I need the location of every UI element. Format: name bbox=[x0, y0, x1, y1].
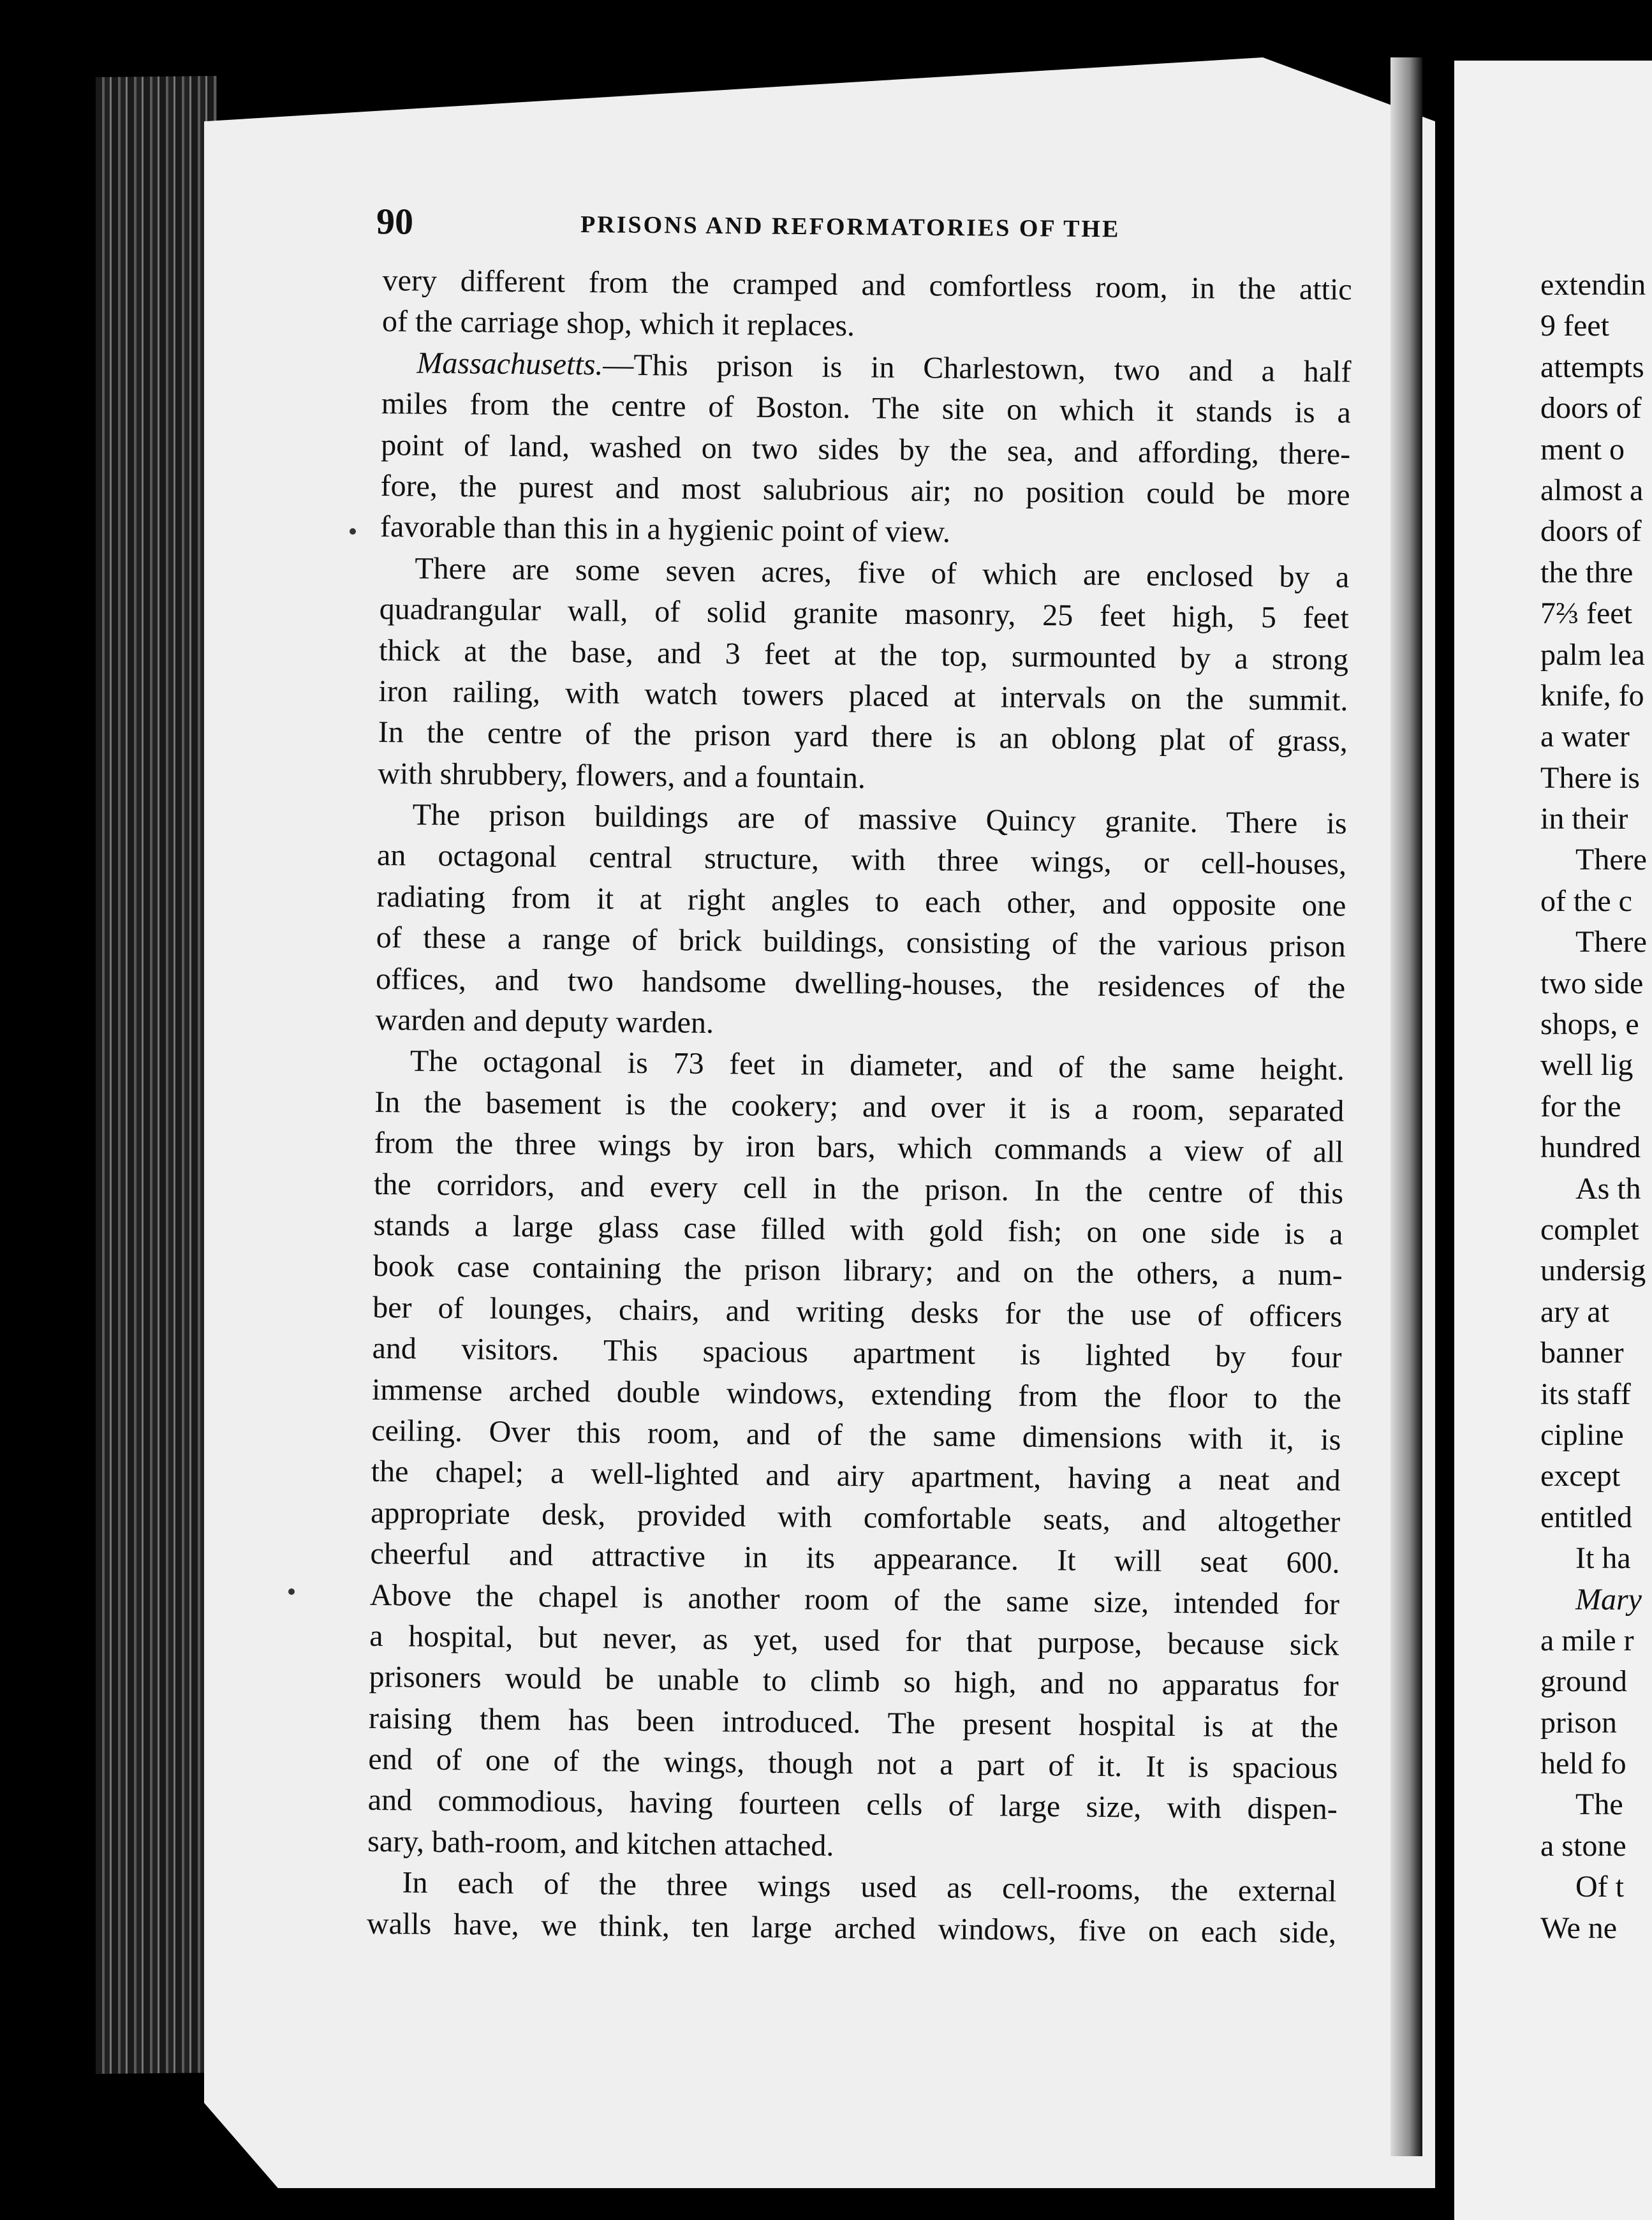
running-head-title: PRISONS AND REFORMATORIES OF THE bbox=[580, 211, 1121, 243]
text-line-content: walls have, we think, ten large arched windows, five on each side, bbox=[366, 1906, 1337, 1950]
text-line-fragment bbox=[1540, 840, 1652, 880]
text-line-content: warden and deputy warden. bbox=[375, 1002, 714, 1040]
text-line-content: Above the chapel is another room of the same size, intended for bbox=[369, 1578, 1340, 1621]
text-line-fragment-content: a stone bbox=[1540, 1828, 1626, 1863]
text-line-fragment bbox=[1540, 470, 1652, 511]
text-line-content: with shrubbery, flowers, and a fountain. bbox=[378, 756, 866, 795]
text-line-fragment bbox=[1540, 963, 1652, 1004]
text-line-fragment-content: 7⅔ feet bbox=[1540, 596, 1632, 631]
text-line-fragment-content: 9 feet bbox=[1540, 309, 1609, 343]
text-line-content: miles from the centre of Boston. The site on which it stands is a bbox=[381, 387, 1352, 430]
text-line-content: —This prison is in Charlestown, two and a half bbox=[603, 348, 1352, 389]
text-line-fragment-content: hundred bbox=[1540, 1130, 1641, 1165]
text-line-content: offices, and two handsome dwelling-houses, the residences of the bbox=[375, 961, 1346, 1005]
text-line-fragment bbox=[1540, 1250, 1652, 1291]
text-line-fragment bbox=[1540, 1333, 1652, 1373]
text-line-fragment-content: its staff bbox=[1540, 1377, 1631, 1411]
text-line-fragment bbox=[1540, 1908, 1652, 1949]
text-line-content: the corridors, and every cell in the prison. In the centre of this bbox=[373, 1167, 1344, 1211]
text-line-fragment bbox=[1540, 388, 1652, 429]
text-line-content: of these a range of brick buildings, consisting of the various prison bbox=[376, 921, 1346, 964]
text-line-content: ceiling. Over this room, and of the same dimensions with it, is bbox=[371, 1413, 1341, 1457]
text-line-content: There are some seven acres, five of which are enclosed by a bbox=[415, 551, 1350, 595]
text-line-content: favorable than this in a hygienic point of view. bbox=[380, 510, 951, 549]
text-line-fragment-content: almost a bbox=[1540, 473, 1644, 507]
text-line-fragment bbox=[1540, 1086, 1652, 1127]
text-line-fragment bbox=[1540, 1127, 1652, 1168]
text-line-content: and visitors. This spacious apartment is lighted by four bbox=[372, 1331, 1342, 1375]
text-line-fragment bbox=[1540, 1743, 1652, 1784]
text-line-fragment-content: doors of bbox=[1540, 391, 1642, 426]
text-line-fragment bbox=[1540, 511, 1652, 552]
text-line-content: The octagonal is 73 feet in diameter, and of the same height. bbox=[409, 1044, 1345, 1087]
text-line-fragment bbox=[1540, 1497, 1652, 1538]
text-line-fragment bbox=[1540, 799, 1652, 840]
text-line-content: and commodious, having fourteen cells of large size, with dispen- bbox=[367, 1783, 1338, 1826]
text-line-fragment bbox=[1540, 1456, 1652, 1497]
text-line-fragment-content: extendin bbox=[1540, 268, 1646, 302]
text-line-fragment bbox=[1540, 1169, 1652, 1210]
text-line-content: iron railing, with watch towers placed at intervals on the summit. bbox=[378, 674, 1348, 718]
text-line-fragment-content: doors of bbox=[1540, 514, 1642, 549]
text-line-fragment-content: ary at bbox=[1540, 1294, 1609, 1329]
text-line-content: point of land, washed on two sides by the sea, and affording, there- bbox=[380, 427, 1351, 471]
text-line-fragment bbox=[1540, 1826, 1652, 1867]
text-line-fragment bbox=[1540, 306, 1652, 346]
text-line-content: the chapel; a well-lighted and airy apartment, having a neat and bbox=[371, 1454, 1341, 1498]
text-line-content: sary, bath-room, and kitchen attached. bbox=[367, 1824, 834, 1863]
text-line-fragment bbox=[1540, 1538, 1652, 1579]
text-line-content: from the three wings by iron bars, which commands a view of all bbox=[374, 1126, 1344, 1169]
text-line-fragment-content: prison bbox=[1540, 1705, 1617, 1740]
text-line-fragment bbox=[1540, 1661, 1652, 1702]
text-line-content: fore, the purest and most salubrious air; no position could be more bbox=[380, 468, 1350, 512]
text-line-fragment bbox=[1540, 1210, 1652, 1250]
text-line-fragment bbox=[1540, 1784, 1652, 1825]
text-line-content: stands a large glass case filled with gold fish; on one side is a bbox=[373, 1208, 1343, 1252]
text-line-fragment bbox=[1540, 1292, 1652, 1333]
text-line-content: appropriate desk, provided with comfortable seats, and altogether bbox=[370, 1495, 1341, 1539]
text-line-fragment bbox=[1540, 922, 1652, 963]
text-line-content: prisoners would be unable to climb so high, and no apparatus for bbox=[369, 1660, 1339, 1703]
text-line-fragment bbox=[1540, 881, 1652, 922]
text-line-fragment-content: a mile r bbox=[1540, 1623, 1634, 1657]
text-line-fragment-content: held fo bbox=[1540, 1747, 1626, 1781]
text-line-content: raising them has been introduced. The present hospital is at the bbox=[368, 1701, 1339, 1745]
print-speck bbox=[288, 1588, 295, 1595]
text-line-fragment-content: complet bbox=[1540, 1212, 1639, 1247]
text-line-fragment-content: attempts bbox=[1540, 350, 1644, 384]
text-line-fragment-content: banner bbox=[1540, 1336, 1624, 1370]
text-line-fragment bbox=[1540, 1580, 1652, 1620]
text-line-fragment-content: ment o bbox=[1540, 432, 1625, 466]
text-line-fragment-content: There bbox=[1575, 843, 1647, 877]
text-line-fragment-content: except bbox=[1540, 1459, 1621, 1493]
text-line-fragment bbox=[1540, 1374, 1652, 1415]
text-line-fragment bbox=[1540, 1004, 1652, 1045]
text-line-fragment-content: The bbox=[1575, 1787, 1623, 1822]
text-line-content: immense arched double windows, extending from the floor to the bbox=[371, 1372, 1342, 1416]
text-line-content: book case containing the prison library; and on the others, a num- bbox=[372, 1249, 1343, 1292]
left-page-body bbox=[367, 260, 1352, 1953]
text-line-fragment-content: shops, e bbox=[1540, 1007, 1639, 1042]
text-line-fragment bbox=[1540, 347, 1652, 388]
text-line-fragment-content: As th bbox=[1575, 1171, 1641, 1206]
gutter-shadow bbox=[1390, 57, 1422, 2156]
text-line-fragment bbox=[1540, 676, 1652, 716]
text-line-fragment bbox=[1540, 1415, 1652, 1456]
text-line-content: In the centre of the prison yard there is an oblong plat of grass, bbox=[378, 715, 1348, 759]
text-line-content: The prison buildings are of massive Quincy granite. There is bbox=[412, 797, 1347, 841]
text-line-fragment bbox=[1540, 1045, 1652, 1086]
text-line-fragment bbox=[1540, 758, 1652, 799]
text-line-content: In each of the three wings used as cell-rooms, the external bbox=[402, 1865, 1337, 1909]
page-number: 90 bbox=[376, 200, 414, 242]
text-line-fragment bbox=[1540, 593, 1652, 634]
text-line-content: ber of lounges, chairs, and writing desks for the use of officers bbox=[372, 1290, 1343, 1334]
text-line-fragment-content: a water bbox=[1540, 720, 1630, 754]
right-page-body-fragment bbox=[1540, 265, 1652, 1949]
text-line-fragment bbox=[1540, 1703, 1652, 1743]
text-line-fragment-content: It ha bbox=[1575, 1541, 1631, 1576]
text-line-fragment-content: well lig bbox=[1540, 1048, 1634, 1083]
text-line-fragment-content: in their bbox=[1540, 802, 1628, 836]
text-line-content: radiating from it at right angles to each other, and opposite one bbox=[376, 879, 1346, 923]
text-line-fragment bbox=[1540, 429, 1652, 470]
book-spine-edge bbox=[96, 76, 217, 2074]
text-line-fragment bbox=[1540, 635, 1652, 676]
text-line-fragment bbox=[1540, 552, 1652, 593]
text-line-fragment-content: There is bbox=[1540, 760, 1640, 795]
text-line-content: an octagonal central structure, with three wings, or cell-houses, bbox=[376, 838, 1347, 882]
text-line-fragment-content: the thre bbox=[1540, 555, 1634, 589]
text-line-fragment-content: entitled bbox=[1540, 1500, 1632, 1534]
text-line-content: end of one of the wings, though not a part of it. It is spacious bbox=[368, 1742, 1338, 1786]
section-heading: Massachusetts. bbox=[417, 346, 603, 382]
text-line-fragment bbox=[1540, 1620, 1652, 1661]
text-line-content: a hospital, but never, as yet, used for that purpose, because sick bbox=[369, 1618, 1339, 1662]
text-line-fragment-content: Of t bbox=[1575, 1870, 1624, 1904]
text-line-content: quadrangular wall, of solid granite masonry, 25 feet high, 5 feet bbox=[379, 592, 1349, 635]
text-line-fragment-content: cipline bbox=[1540, 1417, 1624, 1452]
text-line-fragment-content: for the bbox=[1540, 1089, 1621, 1123]
running-head bbox=[376, 200, 1372, 260]
text-line-fragment bbox=[1540, 265, 1652, 306]
print-speck bbox=[350, 528, 356, 535]
text-line-fragment-content: palm lea bbox=[1540, 637, 1645, 672]
text-line-fragment-content: ground bbox=[1540, 1664, 1627, 1699]
text-line-fragment-content: knife, fo bbox=[1540, 678, 1644, 713]
text-line-content: of the carriage shop, which it replaces. bbox=[381, 304, 855, 343]
text-line-fragment bbox=[1540, 1867, 1652, 1907]
text-line-content: In the basement is the cookery; and over it is a room, separated bbox=[374, 1084, 1345, 1128]
text-line-fragment-content: undersig bbox=[1540, 1254, 1646, 1288]
text-line-fragment-content: We ne bbox=[1540, 1911, 1618, 1945]
text-line-fragment-content: There bbox=[1575, 925, 1647, 959]
text-line-content: very different from the cramped and comfortless room, in the attic bbox=[382, 263, 1352, 307]
text-line-fragment-content: two side bbox=[1540, 966, 1644, 1000]
text-line-fragment bbox=[1540, 716, 1652, 757]
section-heading-fragment: Mary bbox=[1575, 1582, 1642, 1617]
text-line-fragment-content: of the c bbox=[1540, 884, 1632, 918]
text-line-content: thick at the base, and 3 feet at the top, surmounted by a strong bbox=[378, 633, 1349, 677]
text-line-content: cheerful and attractive in its appearance. It will seat 600. bbox=[370, 1537, 1340, 1580]
